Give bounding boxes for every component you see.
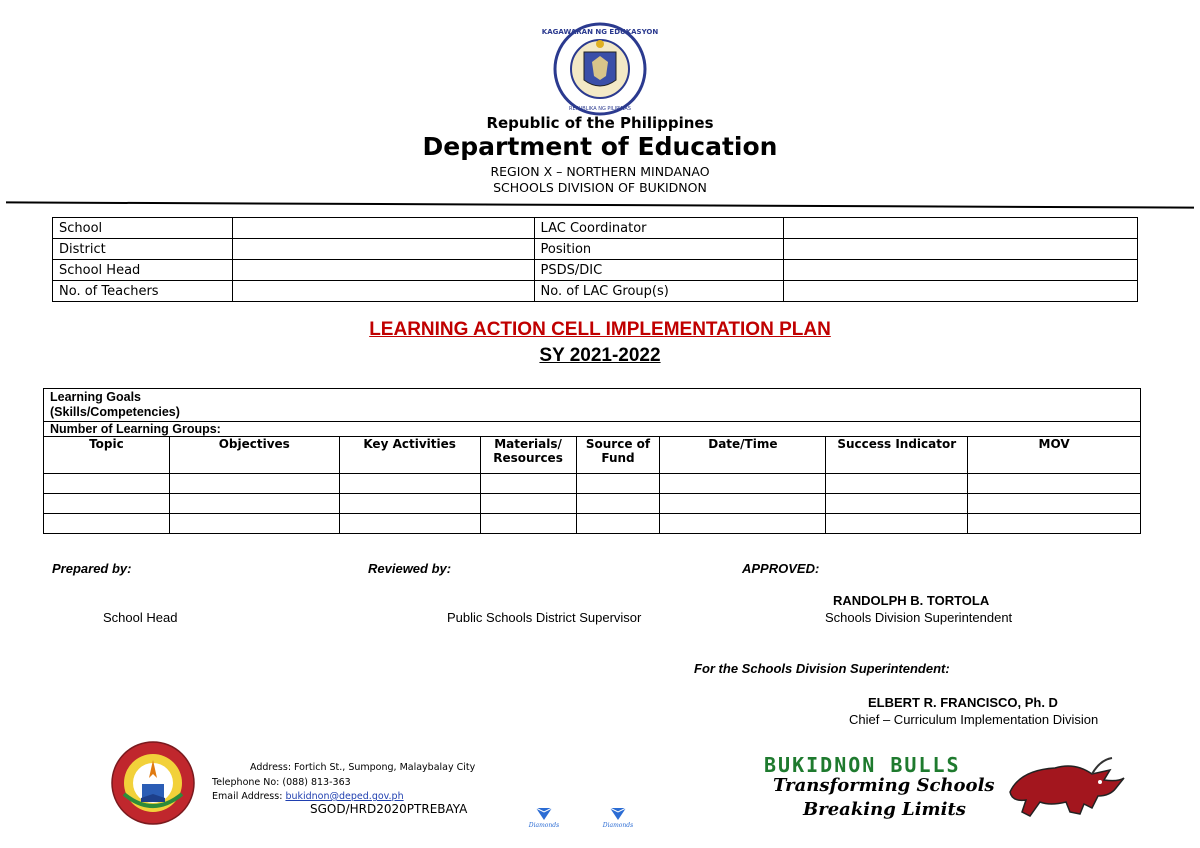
region-heading: REGION X – NORTHERN MINDANAO: [490, 164, 710, 179]
table-row: [44, 494, 1141, 514]
sds-title: Schools Division Superintendent: [825, 610, 1013, 625]
reviewed-by-label: Reviewed by:: [368, 561, 452, 576]
table-cell[interactable]: [480, 514, 576, 534]
info-label: District: [53, 239, 233, 260]
plan-table: [43, 388, 1141, 534]
table-cell[interactable]: [968, 514, 1141, 534]
table-cell[interactable]: [169, 474, 339, 494]
column-header: MOV: [968, 437, 1141, 474]
info-value-field[interactable]: [784, 239, 1138, 260]
diamond-icon: [533, 806, 555, 822]
table-cell[interactable]: [339, 494, 480, 514]
column-header: Materials/ Resources: [480, 437, 576, 474]
header-divider: [6, 201, 1194, 208]
info-label: No. of LAC Group(s): [534, 281, 784, 302]
info-value-field[interactable]: [784, 218, 1138, 239]
info-value-field[interactable]: [232, 218, 534, 239]
diamond-logo-text: Diamonds: [602, 822, 634, 829]
info-value-field[interactable]: [232, 281, 534, 302]
learning-goals-label: Learning Goals: [50, 390, 141, 404]
svg-text:REPUBLIKA NG PILIPINAS: REPUBLIKA NG PILIPINAS: [569, 106, 631, 112]
info-label: No. of Teachers: [53, 281, 233, 302]
table-cell[interactable]: [339, 474, 480, 494]
learning-goals-sublabel: (Skills/Competencies): [50, 405, 180, 419]
diamond-icon: [607, 806, 629, 822]
table-cell[interactable]: [968, 494, 1141, 514]
division-logo: [110, 740, 196, 826]
plan-title: LEARNING ACTION CELL IMPLEMENTATION PLAN: [369, 319, 831, 340]
department-heading: Department of Education: [422, 132, 778, 161]
info-row: [53, 281, 1138, 302]
learning-groups-label: Number of Learning Groups:: [50, 422, 221, 436]
info-value-field[interactable]: [784, 281, 1138, 302]
table-cell[interactable]: [480, 474, 576, 494]
column-header: Date/Time: [660, 437, 826, 474]
diamond-logo-text: Diamonds: [528, 822, 560, 829]
table-cell[interactable]: [576, 494, 660, 514]
brand-title: BUKIDNON BULLS: [764, 753, 961, 777]
table-cell[interactable]: [576, 474, 660, 494]
table-cell[interactable]: [826, 474, 968, 494]
column-header: Success Indicator: [826, 437, 968, 474]
email-label: Email Address:: [212, 791, 286, 802]
table-cell[interactable]: [44, 474, 170, 494]
deped-seal: [540, 22, 660, 117]
diamond-logo: [598, 806, 638, 834]
brand-tagline-2: Breaking Limits: [803, 799, 966, 820]
info-label: LAC Coordinator: [534, 218, 784, 239]
for-sds-label: For the Schools Division Superintendent:: [694, 661, 950, 676]
table-cell[interactable]: [169, 494, 339, 514]
table-cell[interactable]: [339, 514, 480, 534]
division-heading: SCHOOLS DIVISION OF BUKIDNON: [493, 180, 707, 195]
table-cell[interactable]: [826, 494, 968, 514]
info-row: [53, 260, 1138, 281]
info-row: [53, 218, 1138, 239]
svg-text:KAGAWARAN NG EDUKASYON: KAGAWARAN NG EDUKASYON: [541, 28, 659, 36]
cid-chief-title: Chief – Curriculum Implementation Division: [849, 712, 1099, 727]
sds-name: RANDOLPH B. TORTOLA: [833, 593, 990, 608]
document-code: SGOD/HRD2020PTREBAYA: [310, 802, 468, 816]
school-year: SY 2021-2022: [539, 345, 661, 366]
table-cell[interactable]: [576, 514, 660, 534]
column-header: Objectives: [169, 437, 339, 474]
table-cell[interactable]: [660, 494, 826, 514]
table-cell[interactable]: [968, 474, 1141, 494]
table-cell[interactable]: [169, 514, 339, 534]
info-value-field[interactable]: [232, 260, 534, 281]
plan-header-row: [44, 437, 1141, 474]
bull-logo: [1000, 752, 1130, 828]
info-value-field[interactable]: [232, 239, 534, 260]
republic-heading: Republic of the Philippines: [486, 114, 714, 132]
info-label: School Head: [53, 260, 233, 281]
table-row: [44, 514, 1141, 534]
brand-tagline-1: Transforming Schools: [773, 775, 995, 796]
table-cell[interactable]: [660, 514, 826, 534]
email-link[interactable]: bukidnon@deped.gov.ph: [285, 791, 404, 802]
cid-chief-name: ELBERT R. FRANCISCO, Ph. D: [868, 695, 1058, 710]
school-head-title: School Head: [103, 610, 178, 625]
table-cell[interactable]: [44, 514, 170, 534]
table-cell[interactable]: [480, 494, 576, 514]
info-value-field[interactable]: [784, 260, 1138, 281]
prepared-by-label: Prepared by:: [52, 561, 132, 576]
info-label: Position: [534, 239, 784, 260]
info-label: School: [53, 218, 233, 239]
diamond-logo: [524, 806, 564, 834]
approved-label: APPROVED:: [742, 561, 820, 576]
info-label: PSDS/DIC: [534, 260, 784, 281]
psds-title: Public Schools District Supervisor: [447, 610, 642, 625]
learning-goals-cell[interactable]: [44, 389, 1141, 422]
column-header: Source of Fund: [576, 437, 660, 474]
address-text: Address: Fortich St., Sumpong, Malaybalay City: [250, 762, 476, 773]
school-info-table: [52, 217, 1138, 302]
table-cell[interactable]: [44, 494, 170, 514]
telephone-text: Telephone No: (088) 813-363: [212, 776, 351, 788]
column-header: Topic: [44, 437, 170, 474]
learning-groups-cell[interactable]: [44, 422, 1141, 437]
table-row: [44, 474, 1141, 494]
info-row: [53, 239, 1138, 260]
table-cell[interactable]: [660, 474, 826, 494]
column-header: Key Activities: [339, 437, 480, 474]
table-cell[interactable]: [826, 514, 968, 534]
contact-block: [212, 761, 476, 805]
